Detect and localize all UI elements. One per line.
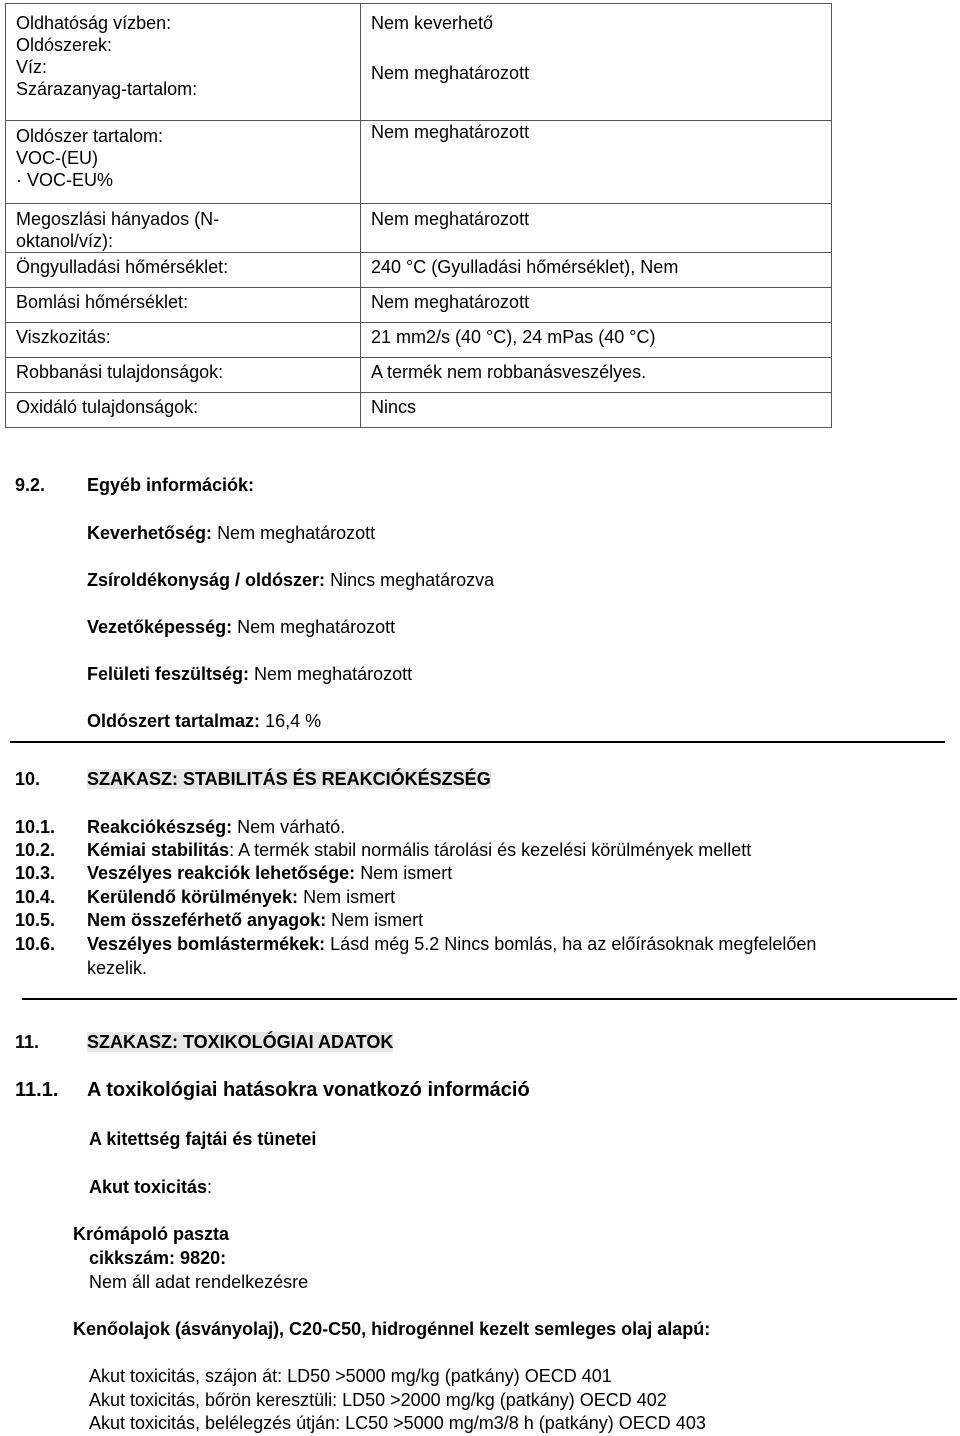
property-value-cell	[361, 253, 832, 288]
info-line	[87, 616, 395, 638]
item-label: Kerülendő körülmények:	[87, 887, 299, 907]
property-label: oktanol/víz):	[16, 231, 114, 251]
info-label: Oldószert tartalmaz:	[87, 711, 261, 731]
acute-label-text: Akut toxicitás	[89, 1177, 208, 1197]
item-label: Nem összeférhető anyagok:	[87, 910, 327, 930]
property-label: Oldószerek:	[16, 35, 113, 55]
substance-heading-text: Kenőolajok (ásványolaj), C20-C50, hidrogénnel kezelt semleges olaj alapú:	[73, 1319, 711, 1339]
product-name	[73, 1223, 229, 1245]
item-number: 10.1.	[15, 817, 56, 837]
property-value-cell	[361, 393, 832, 428]
property-value: A termék nem robbanásveszélyes.	[371, 362, 647, 382]
item-value: Lásd még 5.2 Nincs bomlás, ha az előírásoknak megfelelően	[330, 934, 817, 954]
item-value: Nem ismert	[303, 887, 396, 907]
table-row	[6, 4, 832, 121]
property-label: · VOC-EU%	[16, 170, 114, 190]
property-label-cell	[6, 358, 361, 393]
section-title: SZAKASZ: TOXIKOLÓGIAI ADATOK	[87, 1032, 394, 1052]
property-value: 21 mm2/s (40 °C), 24 mPas (40 °C)	[371, 327, 656, 347]
property-label-cell	[6, 204, 361, 253]
table-row	[6, 204, 832, 253]
property-label: VOC-(EU)	[16, 148, 98, 168]
properties-table	[5, 3, 832, 428]
property-label: Robbanási tulajdonságok:	[16, 362, 224, 382]
list-item	[15, 886, 395, 908]
property-label: Oldhatóság vízben:	[16, 13, 172, 33]
info-line	[87, 569, 494, 591]
section-9-2-heading	[15, 474, 254, 496]
info-label: Keverhetőség:	[87, 523, 213, 543]
table-row	[6, 288, 832, 323]
list-item	[15, 816, 345, 838]
property-label-cell	[6, 253, 361, 288]
section-divider	[10, 741, 945, 743]
property-value: Nincs	[371, 397, 417, 417]
item-value: : A termék stabil normális tárolási és kezelési körülmények mellett	[229, 840, 752, 860]
info-value: Nem meghatározott	[254, 664, 413, 684]
property-label-cell	[6, 393, 361, 428]
info-value: Nem meghatározott	[217, 523, 376, 543]
item-label: Kémiai stabilitás	[87, 840, 230, 860]
item-number: 10.3.	[15, 863, 56, 883]
section-number: 9.2.	[15, 475, 46, 495]
property-value-cell	[361, 288, 832, 323]
product-code-text: cikkszám: 9820:	[89, 1248, 227, 1268]
property-value-cell	[361, 121, 832, 204]
property-label-cell	[6, 323, 361, 358]
property-value: Nem keverhető	[371, 13, 494, 33]
property-value: Nem meghatározott	[371, 122, 530, 142]
property-value: Nem meghatározott	[371, 209, 530, 229]
item-value: Nem ismert	[360, 863, 453, 883]
section-number: 10.	[15, 769, 41, 789]
property-label: Oldószer tartalom:	[16, 126, 164, 146]
tox-line: Akut toxicitás, szájon át: LD50 >5000 mg/kg (patkány) OECD 401	[89, 1366, 612, 1386]
property-value	[371, 34, 831, 56]
section-11-heading	[15, 1031, 393, 1053]
item-value: Nem várható.	[237, 817, 346, 837]
section-title: Egyéb információk:	[87, 475, 255, 495]
property-value-cell	[361, 323, 832, 358]
section-10-heading	[15, 768, 491, 790]
item-number: 10.5.	[15, 910, 56, 930]
property-value: 240 °C (Gyulladási hőmérséklet), Nem	[371, 257, 679, 277]
info-label: Vezetőképesség:	[87, 617, 233, 637]
item-number: 10.4.	[15, 887, 56, 907]
property-label: Viszkozitás:	[16, 327, 111, 347]
section-title: SZAKASZ: STABILITÁS ÉS REAKCIÓKÉSZSÉG	[87, 769, 491, 789]
tox-line: Akut toxicitás, bőrön keresztüli: LD50 >2000 mg/kg (patkány) OECD 402	[89, 1390, 667, 1410]
info-line	[87, 710, 321, 732]
exposure-heading	[89, 1128, 316, 1150]
property-label: Víz:	[16, 57, 48, 77]
property-value-cell	[361, 358, 832, 393]
product-note: Nem áll adat rendelkezésre	[89, 1272, 309, 1292]
section-number: 11.	[15, 1032, 40, 1052]
list-item	[15, 933, 816, 955]
tox-line: Akut toxicitás, belélegzés útján: LC50 >5000 mg/m3/8 h (patkány) OECD 403	[89, 1413, 706, 1433]
property-label: Szárazanyag-tartalom:	[16, 79, 198, 99]
property-value-cell	[361, 204, 832, 253]
item-label: Reakciókészség:	[87, 817, 233, 837]
acute-toxicity-label	[89, 1176, 212, 1198]
info-value: Nem meghatározott	[237, 617, 396, 637]
info-value: Nincs meghatározva	[330, 570, 495, 590]
table-row	[6, 358, 832, 393]
product-name-text: Krómápoló paszta	[73, 1224, 230, 1244]
info-line	[87, 663, 412, 685]
property-value-cell	[361, 4, 832, 121]
info-value: 16,4 %	[265, 711, 322, 731]
list-item	[15, 839, 751, 861]
table-row	[6, 323, 832, 358]
property-label-cell	[6, 4, 361, 121]
property-value: Nem meghatározott	[371, 63, 530, 83]
section-divider	[22, 998, 957, 1000]
subsection-number: 11.1.	[15, 1079, 59, 1101]
info-label: Felületi feszültség:	[87, 664, 250, 684]
exposure-heading-text: A kitettség fajtái és tünetei	[89, 1129, 317, 1149]
property-label: Öngyulladási hőmérséklet:	[16, 257, 229, 277]
item-label: Veszélyes bomlástermékek:	[87, 934, 326, 954]
info-line	[87, 522, 375, 544]
item-number: 10.6.	[15, 934, 56, 954]
item-number: 10.2.	[15, 840, 56, 860]
property-label-cell	[6, 121, 361, 204]
item-value-continued: kezelik.	[87, 958, 148, 978]
list-item	[15, 909, 423, 931]
product-code	[89, 1247, 226, 1269]
list-item	[15, 862, 452, 884]
info-label: Zsíroldékonyság / oldószer:	[87, 570, 326, 590]
table-row	[6, 253, 832, 288]
table-row	[6, 121, 832, 204]
property-label-cell	[6, 288, 361, 323]
property-label: Bomlási hőmérséklet:	[16, 292, 189, 312]
item-value: Nem ismert	[331, 910, 424, 930]
table-row	[6, 393, 832, 428]
subsection-title: A toxikológiai hatásokra vonatkozó információ	[87, 1079, 530, 1101]
property-value: Nem meghatározott	[371, 292, 530, 312]
substance-heading	[73, 1318, 710, 1340]
acute-label-colon: :	[207, 1177, 213, 1197]
property-label: Oxidáló tulajdonságok:	[16, 397, 199, 417]
subsection-11-1-heading	[15, 1078, 530, 1102]
property-label: Megoszlási hányados (N-	[16, 209, 220, 229]
item-label: Veszélyes reakciók lehetősége:	[87, 863, 356, 883]
